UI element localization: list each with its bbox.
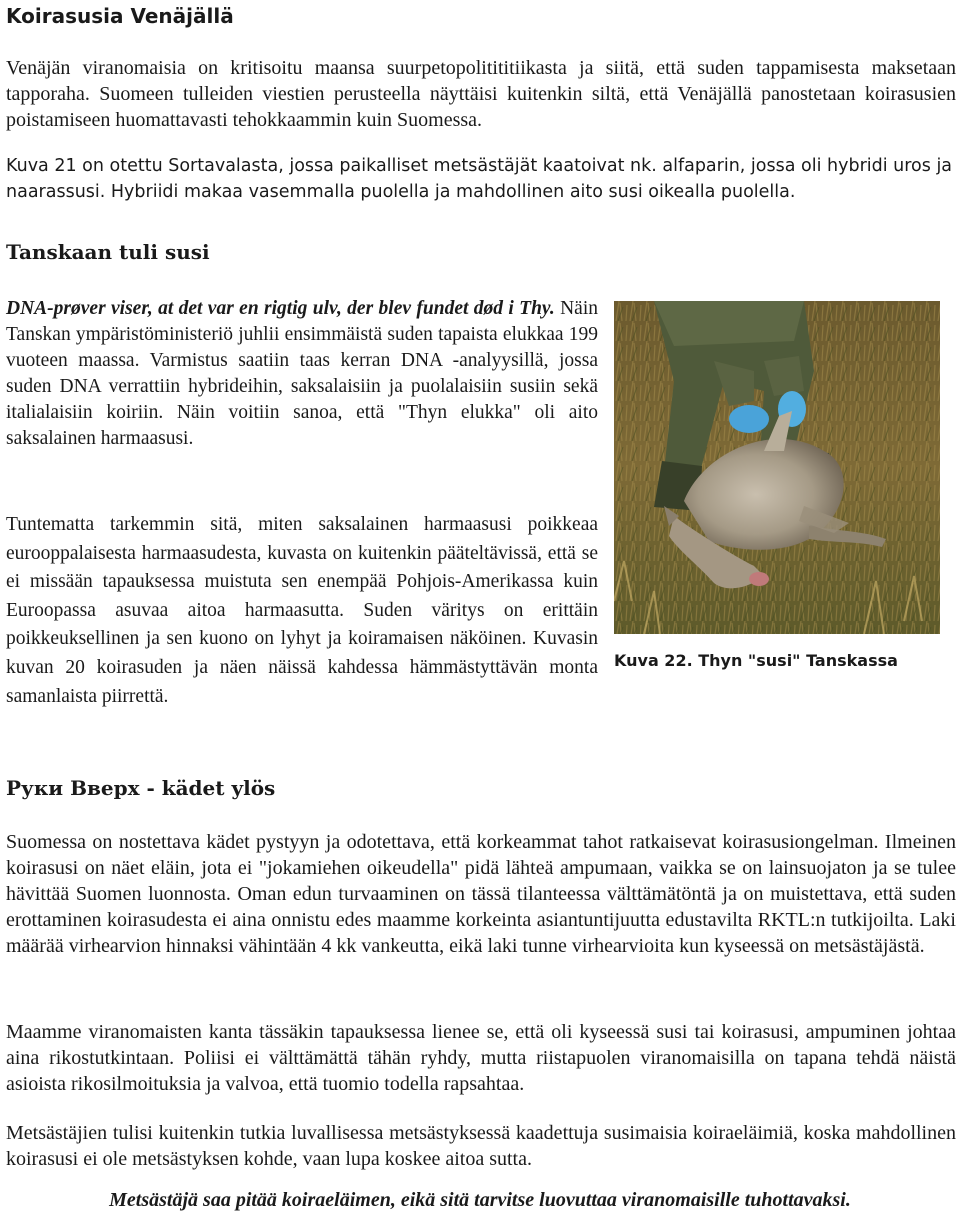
paragraph-german-wolf: Tuntematta tarkemmin sitä, miten saksalainen harmaasusi poikkeaa eurooppalaisesta harmaasudesta, kuvasta on kuitenkin pääteltävissä, että se ei missään tapauksessa muistuta sen enempää Pohjois-Amerikassa kuin Euroopassa asuvaa aitoa harmaasutta. Suden väritys on erittäin poikkeuksellinen ja sen kuono on lyhyt ja koiramaisen näköinen. Kuvasin kuvan 20 koirasuden ja näen näissä kahdessa hämmästyttävän monta samanlaista piirrettä. <box>6 514 598 707</box>
heading-tanskaan-tuli-susi: Tanskaan tuli susi <box>6 240 210 264</box>
closing-statement: Metsästäjä saa pitää koiraeläimen, eikä sitä tarvitse luovuttaa viranomaisille tuhottavaksi. <box>109 1189 851 1211</box>
paragraph-denmark-wolf <box>6 296 598 452</box>
paragraph-hunters: Metsästäjien tulisi kuitenkin tutkia luvallisessa metsästyksessä kaadettuja susimaisia koiraeläimiä, koska mahdollinen koirasusi ei ole metsästyksen kohde, vaan lupa koskee aitoa sutta. <box>6 1122 956 1170</box>
photo-caption: Kuva 22. Thyn "susi" Tanskassa <box>614 651 898 670</box>
heading-koirasusia-venajalla: Koirasusia Venäjällä <box>6 4 234 28</box>
paragraph-russia-intro: Venäjän viranomaisia on kritisoitu maansa suurpetopolitititiikasta ja siitä, että suden tappamisesta maksetaan tapporaha. Suomeen tulleiden viestien perusteella näyttäisi kuitenkin siltä, että Venäjällä panostetaan koirasusien poistamiseen huomattavasti tehokkaammin kuin Suomessa. <box>6 57 956 131</box>
paragraph-authorities: Maamme viranomaisten kanta tässäkin tapauksessa lienee se, että oli kyseessä susi tai koirasusi, ampuminen johtaa aina rikostutkintaan. Poliisi ei välttämättä tähän ryhdy, mutta riistapuolen viranomaisilla on tapana tehdä näistä asioista rikosilmoituksia ja valvoa, että tuomio todella rapsahtaa. <box>6 1021 956 1095</box>
heading-kadet-ylos: Руки Вверх - kädet ylös <box>6 776 276 800</box>
paragraph-kuva-21: Kuva 21 on otettu Sortavalasta, jossa paikalliset metsästäjät kaatoivat nk. alfaparin, jossa oli hybridi uros ja naarassusi. Hybriidi makaa vasemmalla puolella ja mahdollinen aito susi oikealla puolella. <box>6 156 953 202</box>
paragraph-hands-up: Suomessa on nostettava kädet pystyyn ja odotettava, että korkeammat tahot ratkaisevat koirasusiongelman. Ilmeinen koirasusi on näet eläin, jota ei "jokamiehen oikeudella" pidä lähteä ampumaan, vaikka se on lainsuojaton ja se tulee hävittää Suomen luonnosta. Oman edun turvaaminen on tässä tilanteessa välttämätöntä ja on muistettava, että suden erottaminen koirasudesta ei aina onnistu edes maamme korkeinta asiantuntijuutta edustavilta RKTL:n tutkijoilta. Laki määrää virhearvion hinnaksi vähintään 4 kk vankeutta, eikä laki tunne virhearvioita kun kyseessä on metsästäjästä. <box>6 831 956 957</box>
wolf-photo <box>614 301 940 634</box>
danish-quote: DNA-prøver viser, at det var en rigtig ulv, der blev fundet død i Thy. <box>6 298 555 319</box>
paragraph-denmark-wolf-rest: Näin Tanskan ympäristöministeriö juhlii ensimmäistä suden tapaista elukkaa 199 vuoteen maassa. Varmistus saatiin taas kerran DNA -analyysillä, jossa suden DNA verrattiin hybrideihin, saksalaisiin ja puolalaisiin susiin sekä italialaisiin koiriin. Näin voitiin sanoa, että "Thyn elukka" oli aito saksalainen harmaasusi. <box>6 298 598 449</box>
